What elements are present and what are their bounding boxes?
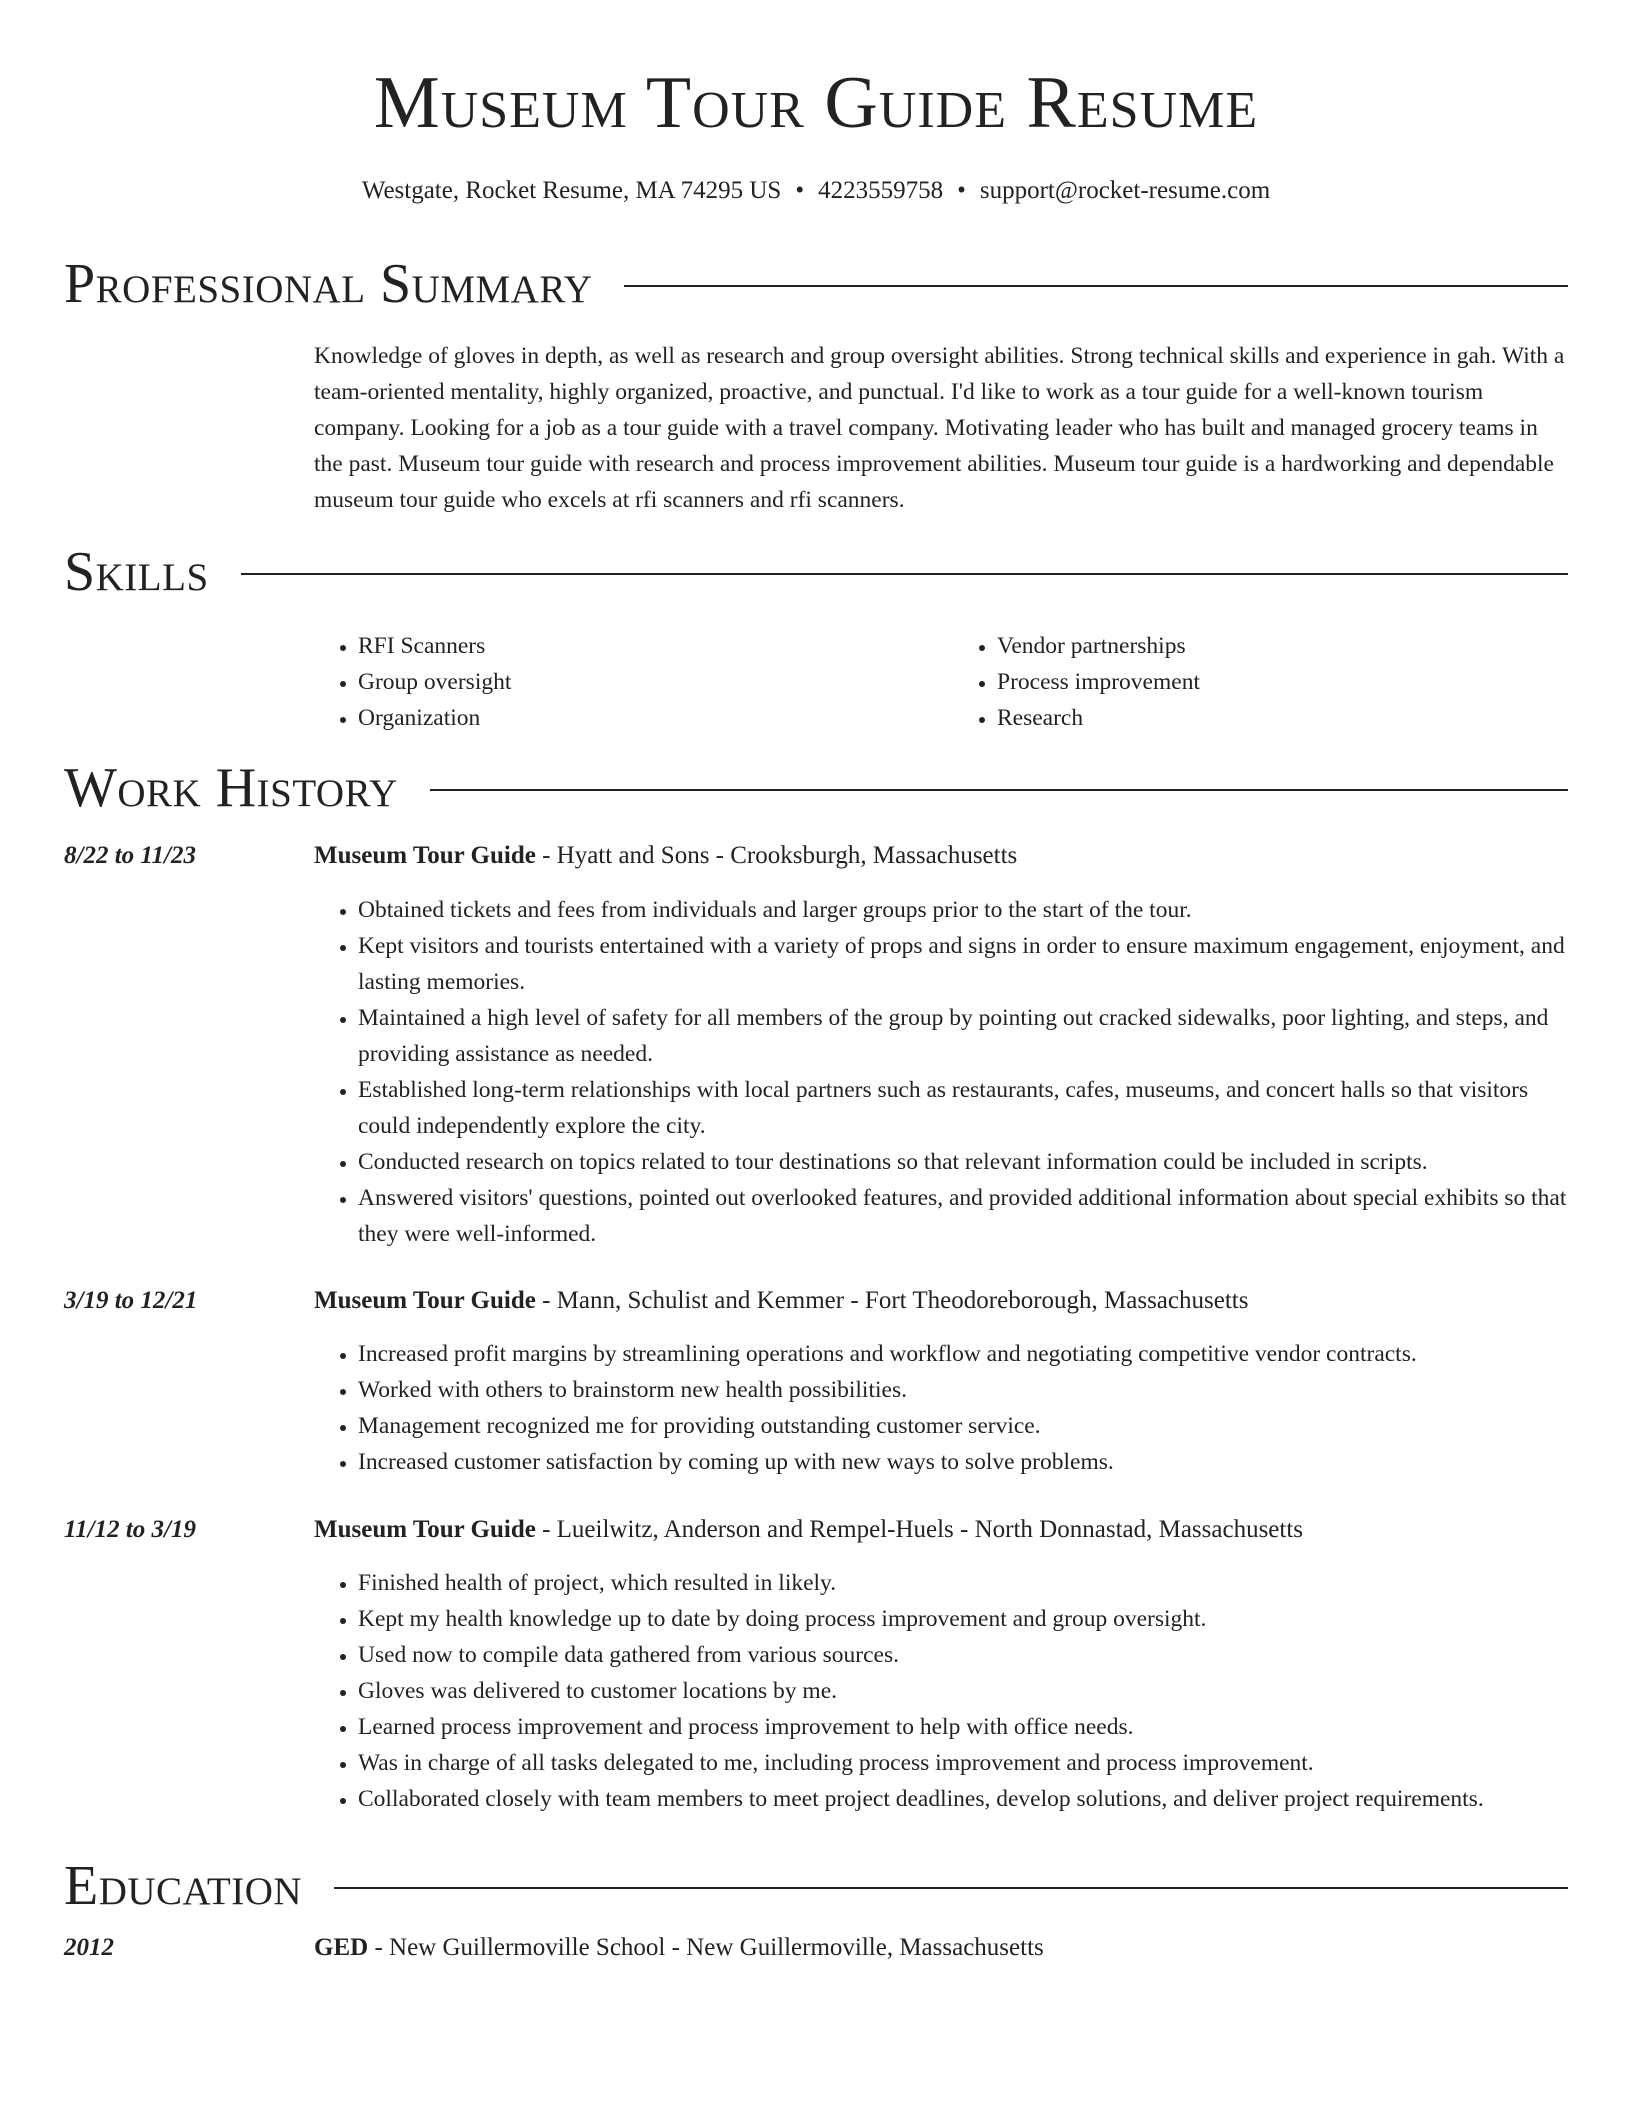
skills-heading: Skills [64,541,209,603]
education-degree: GED [314,1934,369,1961]
job-bullet: • Increased customer satisfaction by coming up with new ways to solve problems. [358,1444,1570,1480]
job-title-line [314,838,1570,874]
job-bullet: • Management recognized me for providing outstanding customer service. [358,1408,1570,1444]
job-bullets [314,1565,1570,1817]
section-divider [334,1887,1568,1889]
job-title-line [314,1512,1570,1548]
job-role: Museum Tour Guide [314,1516,536,1543]
job-dates: 11/12 to 3/19 [64,1516,196,1543]
skill-item: • RFI Scanners [358,628,931,664]
job-bullet: • Finished health of project, which resulted in likely. [358,1565,1570,1601]
job-bullet: • Maintained a high level of safety for all members of the group by pointing out cracked sidewalks, poor lighting, and steps, and providing assistance as needed. [358,1000,1570,1072]
skill-item: • Process improvement [997,664,1570,700]
education-heading: Education [64,1855,303,1917]
education-details: - New Guillermoville School - New Guillermoville, Massachusetts [368,1934,1044,1961]
job-details: - Hyatt and Sons - Crooksburgh, Massachusetts [535,842,1018,869]
skills-column-left [314,628,931,736]
summary-text: Knowledge of gloves in depth, as well as research and group oversight abilities. Strong technical skills and experience in gah. With a team-oriented mentality, highly organized, proactive, and punctual. I'd like to work as a tour guide for a well-known tourism company. Looking for a job as a tour guide with a travel company. Motivating leader who has built and managed grocery teams in the past. Museum tour guide with research and process improvement abilities. Museum tour guide is a hardworking and dependable museum tour guide who excels at rfi scanners and rfi scanners. [314,343,1565,513]
skill-item: • Group oversight [358,664,931,700]
section-divider [241,573,1568,575]
skill-item: • Research [997,700,1570,736]
job-bullet: • Answered visitors' questions, pointed out overlooked features, and provided additional information about special exhibits so that they were well-informed. [358,1180,1570,1252]
education-line [314,1930,1570,1966]
summary-heading: Professional Summary [64,253,593,315]
section-divider [624,285,1568,287]
contact-email: support@rocket-resume.com [979,177,1271,204]
job-bullet: • Learned process improvement and process improvement to help with office needs. [358,1709,1570,1745]
work-heading: Work History [64,757,398,819]
job-bullet: • Was in charge of all tasks delegated to me, including process improvement and process improvement. [358,1745,1570,1781]
job-bullets [314,892,1570,1252]
job-bullet: • Kept my health knowledge up to date by doing process improvement and group oversight. [358,1601,1570,1637]
job-dates: 3/19 to 12/21 [64,1287,198,1314]
job-role: Museum Tour Guide [314,1287,536,1314]
skills-list [314,628,1570,736]
job-bullet: • Conducted research on topics related to tour destinations so that relevant information could be included in scripts. [358,1144,1570,1180]
education-section-header [64,1854,1568,1918]
job-bullets [314,1336,1570,1480]
job-bullet: • Increased profit margins by streamlining operations and workflow and negotiating competitive vendor contracts. [358,1336,1570,1372]
job-bullet: • Collaborated closely with team members to meet project deadlines, develop solutions, and deliver project requirements. [358,1781,1570,1817]
job-bullet: • Gloves was delivered to customer locations by me. [358,1673,1570,1709]
job-bullet: • Established long-term relationships with local partners such as restaurants, cafes, museums, and concert halls so that visitors could independently explore the city. [358,1072,1570,1144]
job-bullet: • Worked with others to brainstorm new health possibilities. [358,1372,1570,1408]
job-dates: 8/22 to 11/23 [64,842,196,869]
skills-column-right [953,628,1570,736]
section-divider [430,789,1568,791]
job-bullet: • Kept visitors and tourists entertained with a variety of props and signs in order to ensure maximum engagement, enjoyment, and lasting memories. [358,928,1570,1000]
contact-address: Westgate, Rocket Resume, MA 74295 US [361,177,782,204]
skills-section-header [64,540,1568,604]
job-details: - Lueilwitz, Anderson and Rempel-Huels - North Donnastad, Massachusetts [535,1516,1304,1543]
job-role: Museum Tour Guide [314,842,536,869]
job-details: - Mann, Schulist and Kemmer - Fort Theodoreborough, Massachusetts [535,1287,1249,1314]
job-bullet: • Used now to compile data gathered from various sources. [358,1637,1570,1673]
contact-line [0,174,1632,208]
job-title-line [314,1283,1570,1319]
contact-phone: 4223559758 [818,177,944,204]
resume-title: Museum Tour Guide Resume [373,62,1259,144]
work-section-header [64,756,1568,820]
job-bullet: • Obtained tickets and fees from individuals and larger groups prior to the start of the tour. [358,892,1570,928]
education-year: 2012 [64,1934,114,1961]
contact-separator: • [795,177,805,204]
summary-section-header [64,252,1568,316]
skill-item: • Organization [358,700,931,736]
skill-item: • Vendor partnerships [997,628,1570,664]
contact-separator: • [957,177,966,204]
